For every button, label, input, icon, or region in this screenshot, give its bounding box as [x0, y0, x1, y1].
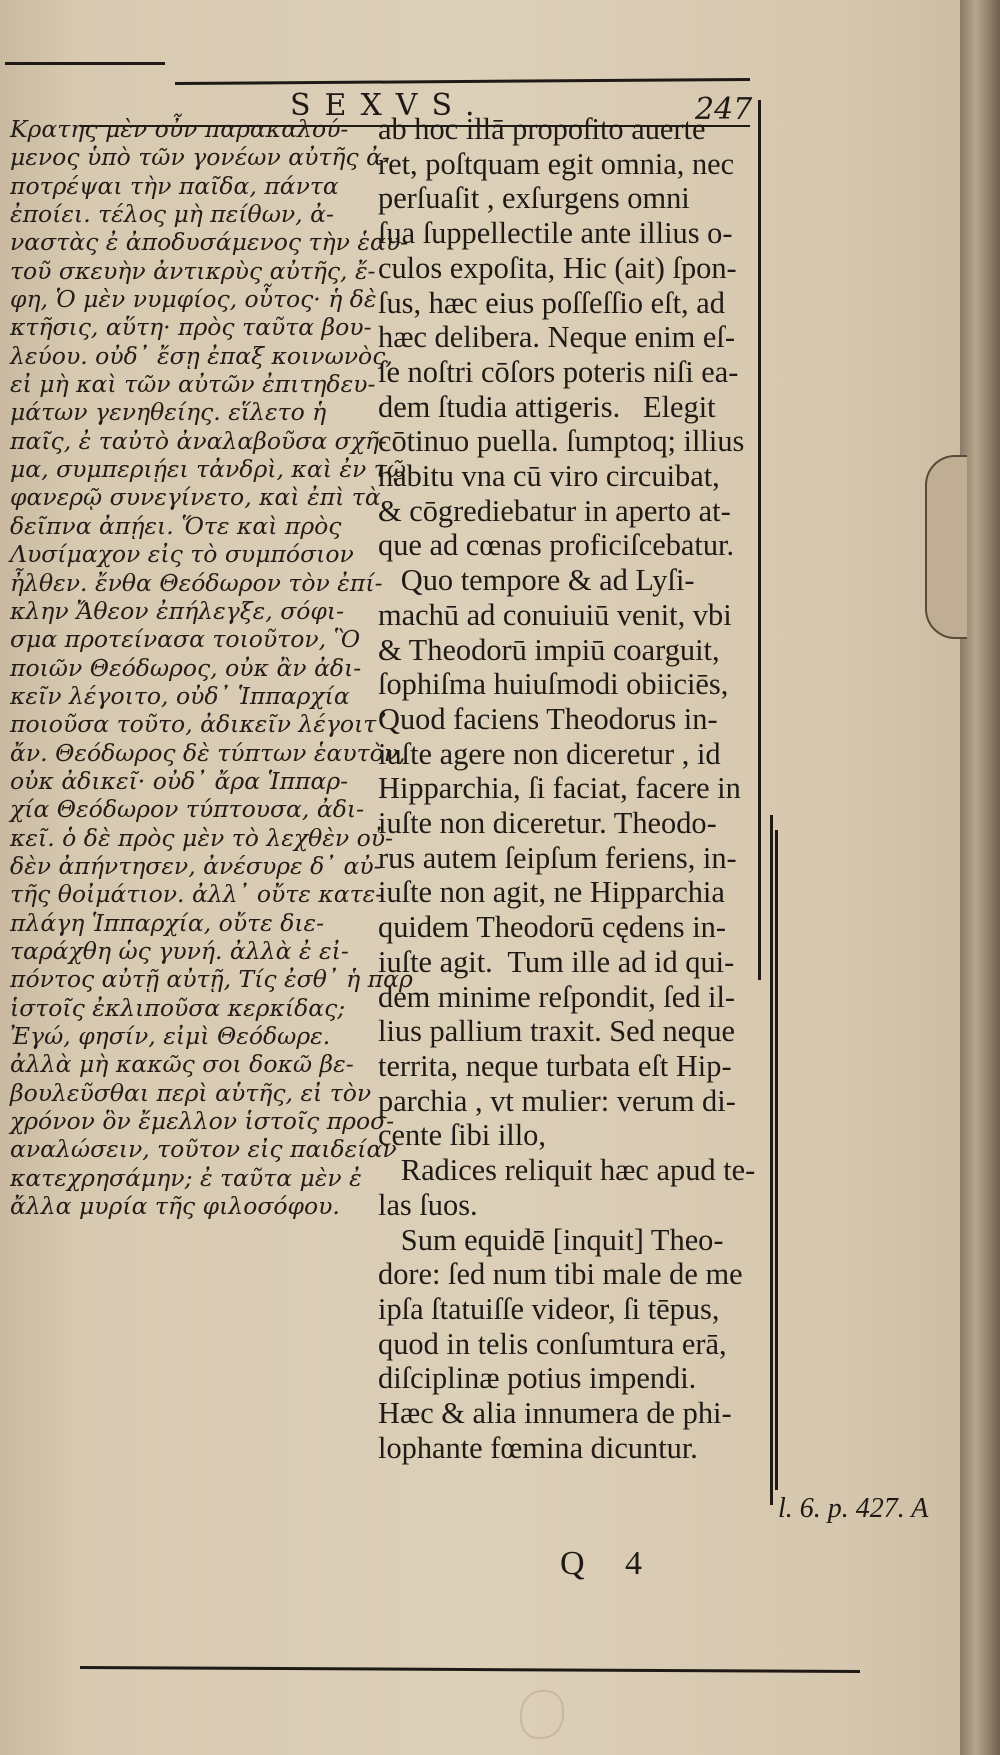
greek-line: κεῖ. ὁ δὲ πρὸς μὲν τὸ λεχθὲν οὐ- — [10, 823, 393, 852]
signature-mark: Q 4 — [560, 1545, 659, 1582]
greek-line: ποτρέψαι τὴν παῖδα, πάντα — [10, 171, 339, 200]
latin-line: & Theodorū impiū coarguit, — [378, 632, 720, 667]
latin-line: Quod faciens Theodorus in- — [378, 701, 718, 736]
latin-line: lophante fœmina dicuntur. — [378, 1430, 698, 1465]
greek-line: Ἐγώ, φησίν, εἰμὶ Θεόδωρε. — [10, 1022, 331, 1050]
greek-line: παῖς, ἐ ταὐτὸ ἀναλαβοῦσα σχῆ- — [10, 426, 387, 455]
margin-reference: l. 6. p. 427. A — [778, 1493, 929, 1524]
latin-line: machū ad conuiuiū venit, vbi — [378, 597, 732, 632]
margin-rule — [770, 815, 773, 1505]
latin-line: diſciplinæ potius impendi. — [378, 1361, 697, 1396]
latin-line: culos expoſita, Hic (ait) ſpon- — [378, 250, 737, 285]
greek-line: ποιοῦσα τοῦτο, ἀδικεῖν λέγοιτ᾽ — [10, 710, 389, 739]
latin-line: dore: ſed num tibi male de me — [378, 1257, 743, 1292]
latin-line: quidem Theodorū cędens in- — [378, 910, 726, 945]
latin-line: cente ſibi illo, — [378, 1118, 546, 1153]
latin-line: iuſte non diceretur. Theodo- — [378, 806, 717, 841]
greek-line: ταράχθη ὡς γυνή. ἀλλὰ ἐ εἰ- — [10, 936, 349, 965]
latin-line: iuſte non agit, ne Hipparchia — [378, 875, 725, 910]
greek-line: κατεχρησάμην; ἐ ταῦτα μὲν ἐ — [10, 1163, 362, 1192]
greek-line: ναστὰς ἐ ἀποδυσάμενος τὴν ἑαυ- — [10, 228, 409, 257]
latin-line: ſus, hæc eius poſſeſſio eſt, ad — [378, 285, 725, 320]
greek-line: οὐκ ἀδικεῖ· οὐδ᾽ ἄρα Ἱππαρ- — [10, 766, 349, 795]
top-rule — [5, 62, 165, 65]
greek-line: βουλεῦσθαι περὶ αὑτῆς, εἰ τὸν — [10, 1078, 372, 1107]
latin-line: ſua ſuppellectile ante illius o- — [378, 216, 733, 251]
latin-line: rus autem ſeipſum feriens, in- — [378, 840, 737, 875]
greek-line: σμα προτείνασα τοιοῦτον, Ὃ — [10, 625, 361, 654]
greek-line: ἄλλα μυρία τῆς φιλοσόφου. — [10, 1192, 340, 1221]
latin-line: hæc delibera. Neque enim eſ- — [378, 320, 735, 355]
column-rule — [758, 100, 761, 980]
page-edge — [960, 0, 1000, 1755]
greek-line: εἰ μὴ καὶ τῶν αὐτῶν ἐπιτηδευ- — [10, 370, 376, 399]
greek-line: πλάγη Ἱππαρχία, οὔτε διε- — [10, 908, 325, 937]
greek-line: χία Θεόδωρον τύπτουσα, ἀδι- — [10, 795, 365, 824]
greek-text-column — [10, 115, 413, 1655]
greek-line: δὲν ἀπήντησεν, ἀνέσυρε δ᾽ αὐ- — [10, 851, 382, 880]
latin-line: Hipparchia, ſi faciat, facere in — [378, 771, 741, 806]
greek-line: ἦλθεν. ἔνθα Θεόδωρον τὸν ἐπί- — [10, 568, 383, 597]
latin-line: dem ſtudia attigeris. Elegit — [378, 389, 716, 424]
page-tab-marker — [925, 455, 967, 639]
greek-line: κεῖν λέγοιτο, οὐδ᾽ Ἱππαρχία — [10, 681, 350, 710]
latin-line: iuſte agere non diceretur , id — [378, 736, 721, 771]
latin-line: las ſuos. — [378, 1187, 478, 1222]
latin-line: que ad cœnas proficiſcebatur. — [378, 528, 735, 563]
latin-line: habitu vna cū viro circuibat, — [378, 459, 720, 494]
greek-line: ἄν. Θεόδωρος δὲ τύπτων ἑαυτὸν, — [10, 738, 406, 767]
running-title: SEXVS. — [290, 88, 489, 123]
latin-line: cōtinuo puella. ſumptoq; illius — [378, 424, 745, 459]
greek-line: ἐποίει. τέλος μὴ πείθων, ἀ- — [10, 200, 334, 229]
latin-line: ab hoc illā propoſito auerte — [378, 112, 706, 146]
latin-line: iuſte agit. Tum ille ad id qui- — [378, 944, 735, 979]
greek-line: μα, συμπεριῄει τἀνδρὶ, καὶ ἐν τῷ — [10, 455, 406, 484]
ink-stain — [520, 1690, 564, 1739]
greek-line: κτῆσις, αὕτη· πρὸς ταῦτα βου- — [10, 313, 372, 342]
greek-line: τῆς θοἰμάτιον. ἀλλ᾽ οὔτε κατε- — [10, 880, 384, 909]
greek-line: μάτων γενηθείης. εἵλετο ἡ — [10, 398, 327, 427]
latin-line: parchia , vt mulier: verum di- — [378, 1083, 736, 1118]
greek-line: φανερῷ συνεγίνετο, καὶ ἐπὶ τὰ — [10, 483, 381, 512]
latin-line: lius pallium traxit. Sed neque — [378, 1014, 736, 1049]
greek-line: δεῖπνα ἀπῄει. Ὅτε καὶ πρὸς — [10, 511, 342, 540]
latin-line: perſuaſit , exſurgens omni — [378, 181, 690, 216]
greek-line: ἀλλὰ μὴ κακῶς σοι δοκῶ βε- — [10, 1050, 354, 1079]
latin-line: ſophiſma huiuſmodi obiiciēs, — [378, 667, 729, 702]
greek-line: ἱστοῖς ἐκλιποῦσα κερκίδας; — [10, 993, 346, 1022]
greek-line: Λυσίμαχον εἰς τὸ συμπόσιον — [10, 540, 354, 569]
latin-line: ipſa ſtatuiſſe videor, ſi tēpus, — [378, 1291, 720, 1326]
latin-line: Sum equidē [inquit] Theo- — [378, 1222, 724, 1257]
latin-line: territa, neque turbata eſt Hip- — [378, 1048, 732, 1083]
greek-line: Κρατης μὲν οὖν παρακαλού- — [10, 115, 349, 143]
latin-line: Quo tempore & ad Lyſi- — [378, 563, 695, 598]
latin-line: Radices reliquit hæc apud te- — [378, 1153, 756, 1188]
latin-line: quod in telis conſumtura erā, — [378, 1326, 727, 1361]
page-number: 247 — [695, 92, 753, 127]
latin-text-column — [378, 112, 758, 1652]
greek-line: λεύου. οὐδ᾽ ἔσῃ ἐπαξ κοινωνὸς, — [10, 341, 393, 370]
latin-line: ſe noſtri cōſors poteris niſi ea- — [378, 354, 739, 389]
greek-line: φη, Ὁ μὲν νυμφίος, οὗτος· ἡ δὲ — [10, 285, 377, 314]
greek-line: τοῦ σκευὴν ἀντικρὺς αὐτῆς, ἔ- — [10, 256, 376, 285]
latin-line: ret, poſtquam egit omnia, nec — [378, 146, 735, 181]
greek-line: αναλώσειν, τοῦτον εἰς παιδείαν — [10, 1135, 397, 1164]
greek-line: κλην Ἄθεον ἐπήλεγξε, σόφι- — [10, 596, 345, 625]
margin-rule-box — [775, 830, 778, 1490]
greek-line: μενος ὑπὸ τῶν γονέων αὐτῆς ἀ- — [10, 143, 390, 172]
latin-line: dem minime reſpondit, ſed il- — [378, 979, 736, 1014]
greek-line: χρόνον ὃν ἔμελλον ἱστοῖς προσ- — [10, 1107, 395, 1136]
latin-line: & cōgrediebatur in aperto at- — [378, 493, 731, 528]
greek-line: πόντος αὐτῇ αὐτῇ, Τίς ἐσθ᾽ ἡ παρ — [10, 965, 413, 994]
latin-line: Hæc & alia innumera de phi- — [378, 1396, 732, 1431]
greek-line: ποιῶν Θεόδωρος, οὐκ ἂν ἀδι- — [10, 653, 362, 682]
